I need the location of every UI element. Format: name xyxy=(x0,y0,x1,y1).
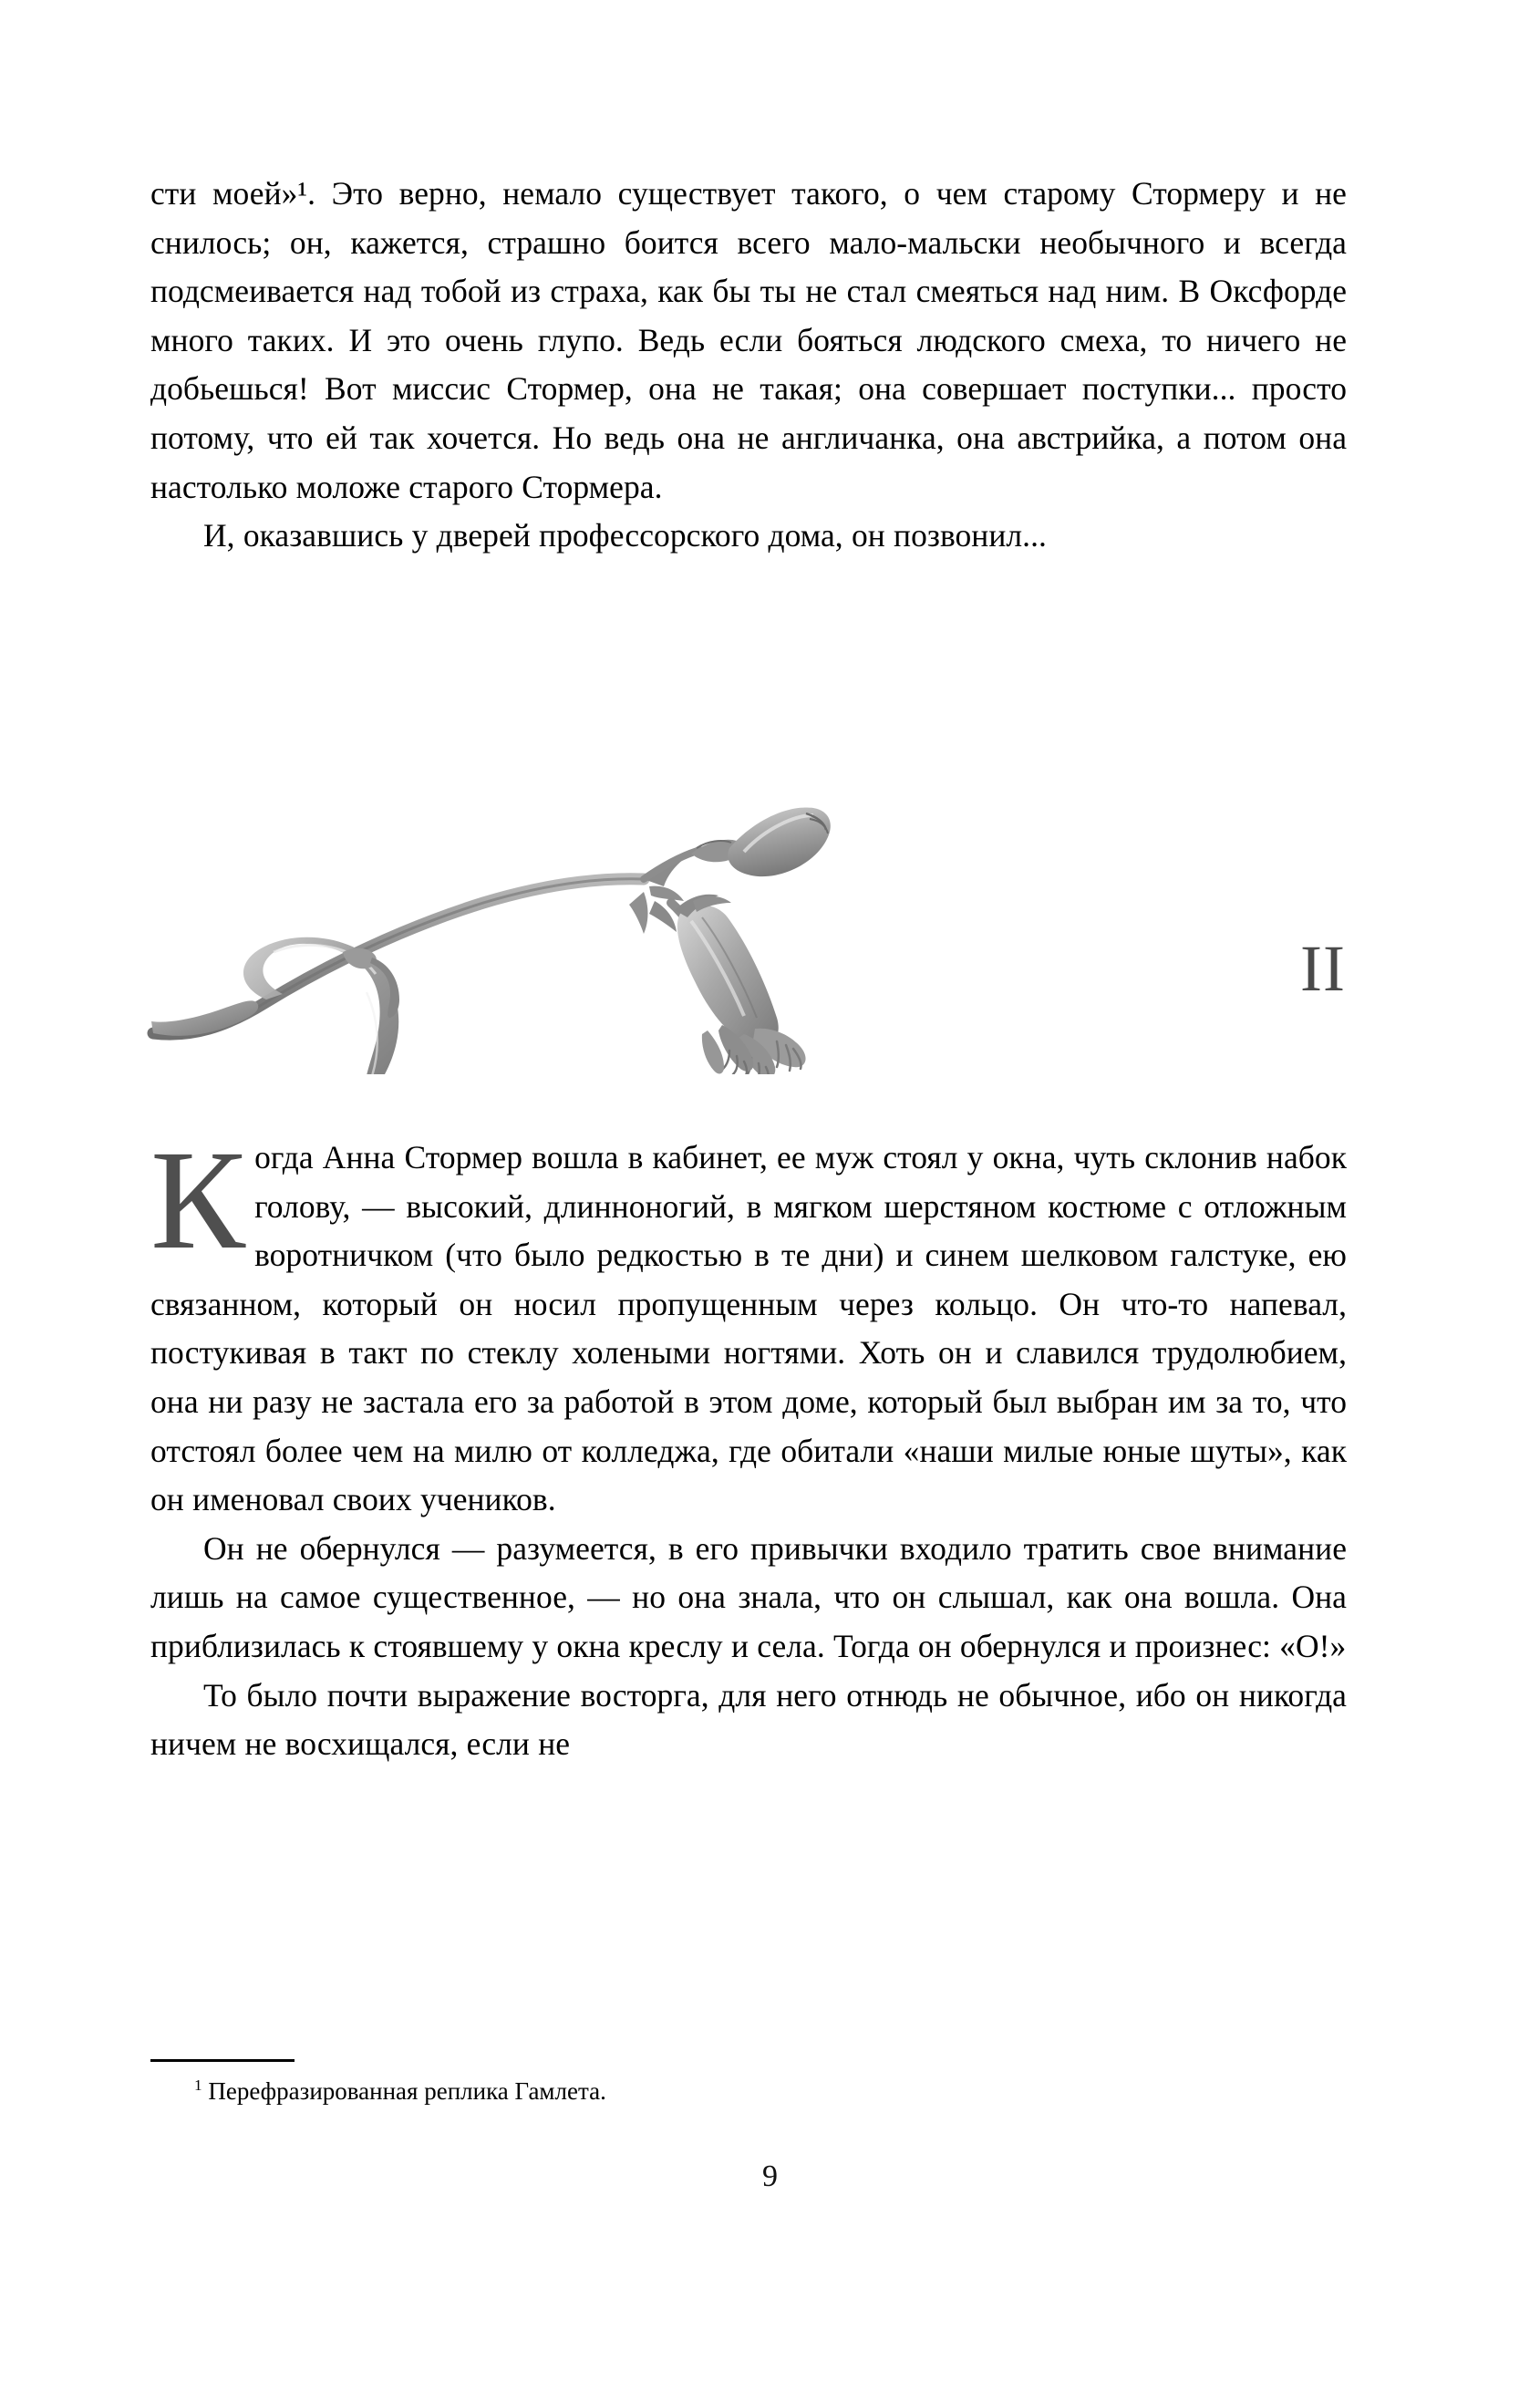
body-text-column xyxy=(150,170,1347,561)
chapter-body-column xyxy=(150,1121,1347,1769)
footnote-area xyxy=(150,2059,1347,2107)
page-number: 9 xyxy=(762,2159,778,2193)
botanical-stem-flower-icon xyxy=(128,764,875,1074)
paragraph-anna-enters: огда Анна Стормер вошла в кабинет, ее муж стоял у окна, чуть склонив набок голову, — высокий, длинноногий, в мягком шерстяном костюме с отложным воротничком (что было редкостью в те дни) и синем шелковом галстуке, ею связанном, который он носил пропущенным через кольцо. Он что-то напевал, постукивая в такт по стеклу холеными ногтями. Хоть он и славился трудолюбием, она ни разу не застала его за работой в этом доме, который был выбран им за то, что отстоял более чем на милю от колледжа, где обитали «наши милые юные шуты», как он именовал своих учеников. xyxy=(150,1139,1347,1518)
footnote-marker: 1 xyxy=(194,2076,202,2094)
paragraph-he-did-not-turn: Он не обернулся — разумеется, в его привычки входило тратить свое внимание лишь на самое существенное, — но она знала, что он слышал, как она вошла. Она приблизилась к стоявшему у окна креслу и села. Тогда он обернулся и произнес: «О!» xyxy=(150,1529,1347,1664)
paragraph-continuation: сти моей»¹. Это верно, немало существует такого, о чем старому Стормеру и не снилось; он, кажется, страшно боится всего мало-мальски необычного и всегда подсмеивается над тобой из страха, как бы ты не стал смеяться над ним. В Оксфорде много таких. И это очень глупо. Ведь если бояться людского смеха, то ничего не добьешься! Вот миссис Стормер, она не такая; она совершает поступки... просто потому, что ей так хочется. Но ведь она не англичанка, она австрийка, а потом она настолько моложе старого Стормера. xyxy=(150,175,1347,505)
footnote-entry xyxy=(150,2075,1347,2107)
chapter-numeral: II xyxy=(1300,932,1346,1005)
paragraph-doorbell: И, оказавшись у дверей профессорского дома, он позвонил... xyxy=(203,517,1047,554)
footnote-separator-rule xyxy=(150,2059,295,2062)
paragraph-almost-delight: То было почти выражение восторга, для него отнюдь не обычное, ибо он никогда ничем не восхищался, если не xyxy=(150,1676,1347,1763)
chapter-ornament-band xyxy=(0,764,1540,1092)
footnote-body-text: Перефразированная реплика Гамлета. xyxy=(202,2077,606,2105)
drop-cap-letter: К xyxy=(150,1121,246,1279)
